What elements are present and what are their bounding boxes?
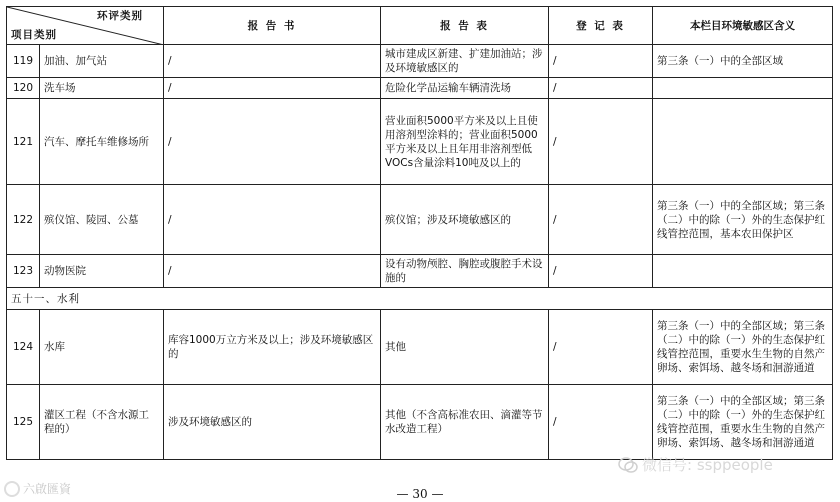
report-book-cell: /	[164, 185, 381, 255]
report-book-cell: /	[164, 45, 381, 78]
watermark-right-text: 微信号: ssppeople	[642, 456, 773, 474]
project-name: 殡仪馆、陵园、公墓	[40, 185, 164, 255]
registration-cell: /	[549, 185, 653, 255]
report-form-cell: 营业面积5000平方米及以上且使用溶剂型涂料的；营业面积5000平方米及以上且年用非溶剂型低VOCs含量涂料10吨及以上的	[381, 99, 549, 185]
report-book-cell: /	[164, 78, 381, 99]
report-book-cell: /	[164, 255, 381, 288]
diagonal-header-cell	[7, 7, 164, 45]
report-book-cell: /	[164, 99, 381, 185]
report-form-cell: 城市建成区新建、扩建加油站；涉及环境敏感区的	[381, 45, 549, 78]
wechat-watermark	[618, 454, 773, 475]
table-row	[7, 255, 833, 288]
sensitive-area-cell: 第三条（一）中的全部区域	[653, 45, 833, 78]
watermark-left-text: 六啟匯資	[23, 482, 72, 496]
registration-cell: /	[549, 310, 653, 385]
table-row	[7, 99, 833, 185]
header-row	[7, 7, 833, 45]
registration-cell: /	[549, 45, 653, 78]
sensitive-area-cell	[653, 99, 833, 185]
sensitive-area-cell: 第三条（一）中的全部区域；第三条（二）中的除（一）外的生态保护红线管控范围，重要水生生物的自然产卵场、索饵场、越冬场和洄游通道	[653, 310, 833, 385]
row-number: 119	[7, 45, 40, 78]
row-number: 122	[7, 185, 40, 255]
report-form-cell: 其他	[381, 310, 549, 385]
sensitive-area-cell: 第三条（一）中的全部区域；第三条（二）中的除（一）外的生态保护红线管控范围，重要水生生物的自然产卵场、索饵场、越冬场和洄游通道	[653, 385, 833, 460]
column-header-sensitive-area: 本栏目环境敏感区含义	[653, 7, 833, 45]
section-title: 五十一、水利	[7, 288, 833, 310]
report-form-cell: 设有动物颅腔、胸腔或腹腔手术设施的	[381, 255, 549, 288]
table-row	[7, 310, 833, 385]
table-row	[7, 45, 833, 78]
row-number: 124	[7, 310, 40, 385]
section-row	[7, 288, 833, 310]
registration-cell: /	[549, 99, 653, 185]
report-form-cell: 危险化学品运输车辆清洗场	[381, 78, 549, 99]
table-row	[7, 385, 833, 460]
registration-cell: /	[549, 255, 653, 288]
corner-top-label: 环评类别	[97, 10, 143, 22]
sensitive-area-cell: 第三条（一）中的全部区域；第三条（二）中的除（一）外的生态保护红线管控范围，基本农田保护区	[653, 185, 833, 255]
row-number: 123	[7, 255, 40, 288]
registration-cell: /	[549, 385, 653, 460]
project-name: 加油、加气站	[40, 45, 164, 78]
report-book-cell: 库容1000万立方米及以上；涉及环境敏感区的	[164, 310, 381, 385]
sensitive-area-cell	[653, 78, 833, 99]
table-row	[7, 78, 833, 99]
row-number: 120	[7, 78, 40, 99]
report-form-cell: 殡仪馆；涉及环境敏感区的	[381, 185, 549, 255]
table-row	[7, 185, 833, 255]
project-name: 动物医院	[40, 255, 164, 288]
sensitive-area-cell	[653, 255, 833, 288]
report-book-cell: 涉及环境敏感区的	[164, 385, 381, 460]
wechat-icon	[618, 456, 638, 474]
row-number: 121	[7, 99, 40, 185]
row-number: 125	[7, 385, 40, 460]
report-form-cell: 其他（不含高标准农田、滴灌等节水改造工程）	[381, 385, 549, 460]
registration-cell: /	[549, 78, 653, 99]
column-header-registration: 登 记 表	[549, 7, 653, 45]
column-header-report-form: 报 告 表	[381, 7, 549, 45]
project-name: 汽车、摩托车维修场所	[40, 99, 164, 185]
corner-bottom-label: 项目类别	[11, 29, 57, 41]
project-name: 灌区工程（不含水源工程的）	[40, 385, 164, 460]
page-number: — 30 —	[396, 487, 444, 501]
column-header-report-book: 报 告 书	[164, 7, 381, 45]
project-name: 水库	[40, 310, 164, 385]
classification-table	[6, 6, 833, 460]
project-name: 洗车场	[40, 78, 164, 99]
